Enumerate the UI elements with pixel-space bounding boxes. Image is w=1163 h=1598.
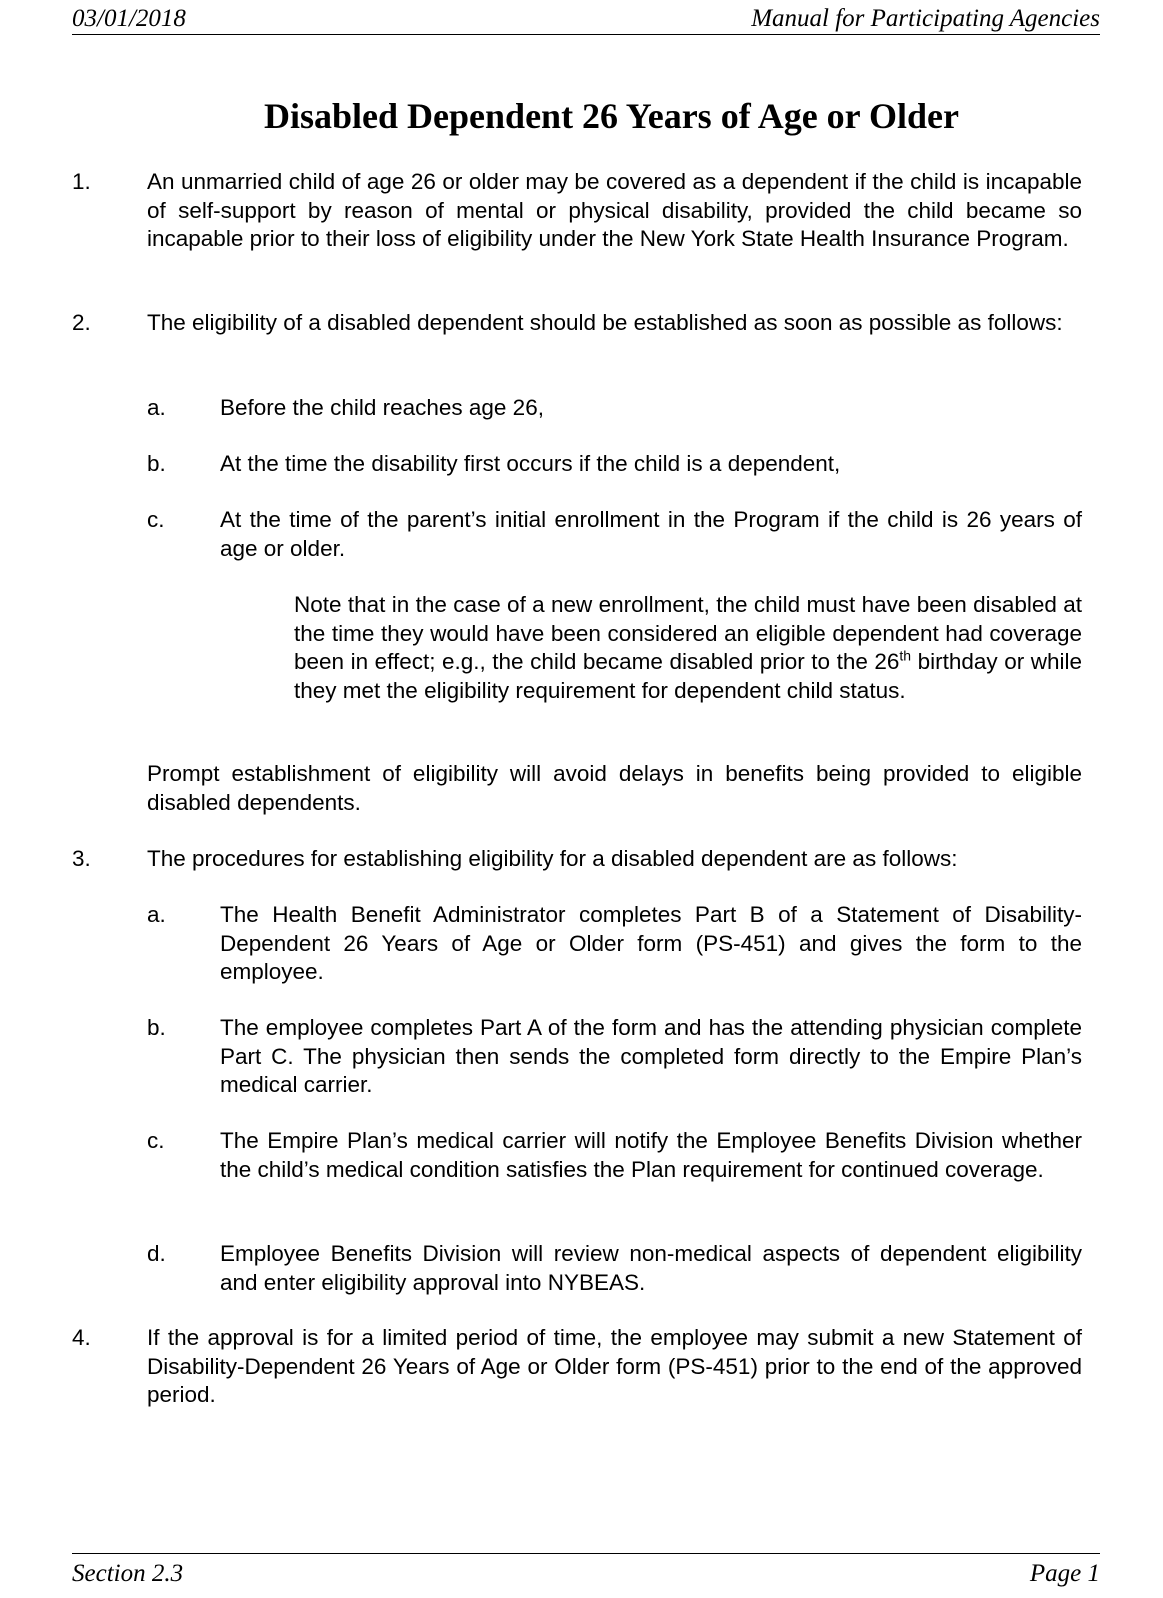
subitem-text: Before the child reaches age 26, bbox=[220, 395, 544, 420]
subitem-letter: c. bbox=[147, 1128, 165, 1153]
subitem-letter: c. bbox=[147, 507, 165, 532]
page-header bbox=[72, 4, 1100, 35]
note-text-part: birthday or while they met the eligibility requirement for dependent child status. bbox=[294, 649, 1082, 703]
item-text: If the approval is for a limited period of time, the employee may submit a new Statement of Disability-Dependent 26 Years of Age or Older form (PS-451) prior to the end of the approved period. bbox=[147, 1325, 1082, 1408]
subitem-letter: a. bbox=[147, 902, 166, 927]
subitem-text: Employee Benefits Division will review non-medical aspects of dependent eligibility and enter eligibility approval into NYBEAS. bbox=[220, 1241, 1082, 1295]
subitem-letter: b. bbox=[147, 1015, 166, 1040]
header-date: 03/01/2018 bbox=[72, 5, 186, 32]
subitem-text: The Health Benefit Administrator completes Part B of a Statement of Disability-Dependent 26 Years of Age or Older form (PS-451) and gives the form to the employee. bbox=[220, 902, 1082, 985]
item-number: 4. bbox=[72, 1325, 91, 1350]
header-manual-title: Manual for Participating Agencies bbox=[751, 5, 1100, 32]
item-number: 1. bbox=[72, 169, 91, 194]
subitem-text: The Empire Plan’s medical carrier will notify the Employee Benefits Division whether the child’s medical condition satisfies the Plan requirement for continued coverage. bbox=[220, 1128, 1082, 1182]
page-footer bbox=[72, 1553, 1100, 1590]
subitem-letter: b. bbox=[147, 451, 166, 476]
subitem-text: At the time the disability first occurs if the child is a dependent, bbox=[220, 451, 841, 476]
item-text: The procedures for establishing eligibility for a disabled dependent are as follows: bbox=[147, 846, 958, 871]
footer-section: Section 2.3 bbox=[72, 1560, 184, 1587]
item-text: The eligibility of a disabled dependent should be established as soon as possible as follows: bbox=[147, 310, 1063, 335]
note-paragraph bbox=[294, 591, 1082, 705]
subitem-letter: d. bbox=[147, 1241, 166, 1266]
item-number: 3. bbox=[72, 846, 91, 871]
subitem-letter: a. bbox=[147, 395, 166, 420]
subitem-text: At the time of the parent’s initial enrollment in the Program if the child is 26 years of age or older. bbox=[220, 507, 1082, 561]
footer-page-number: Page 1 bbox=[1029, 1560, 1100, 1587]
closing-paragraph: Prompt establishment of eligibility will avoid delays in benefits being provided to eligible disabled dependents. bbox=[147, 761, 1082, 815]
note-text-part: Note that in the case of a new enrollment, the child must have been disabled at the time they would have been considered an eligible dependent had coverage been in effect; e.g., the child became disabled prior to the 26 bbox=[294, 592, 1082, 675]
item-text: An unmarried child of age 26 or older may be covered as a dependent if the child is incapable of self-support by reason of mental or physical disability, provided the child became so incapable prior to their loss of eligibility under the New York State Health Insurance Program. bbox=[147, 169, 1082, 252]
item-number: 2. bbox=[72, 310, 91, 335]
subitem-text: The employee completes Part A of the form and has the attending physician complete Part C. The physician then sends the completed form directly to the Empire Plan’s medical carrier. bbox=[220, 1015, 1082, 1098]
page-title: Disabled Dependent 26 Years of Age or Older bbox=[264, 96, 959, 136]
ordinal-superscript: th bbox=[899, 647, 912, 664]
